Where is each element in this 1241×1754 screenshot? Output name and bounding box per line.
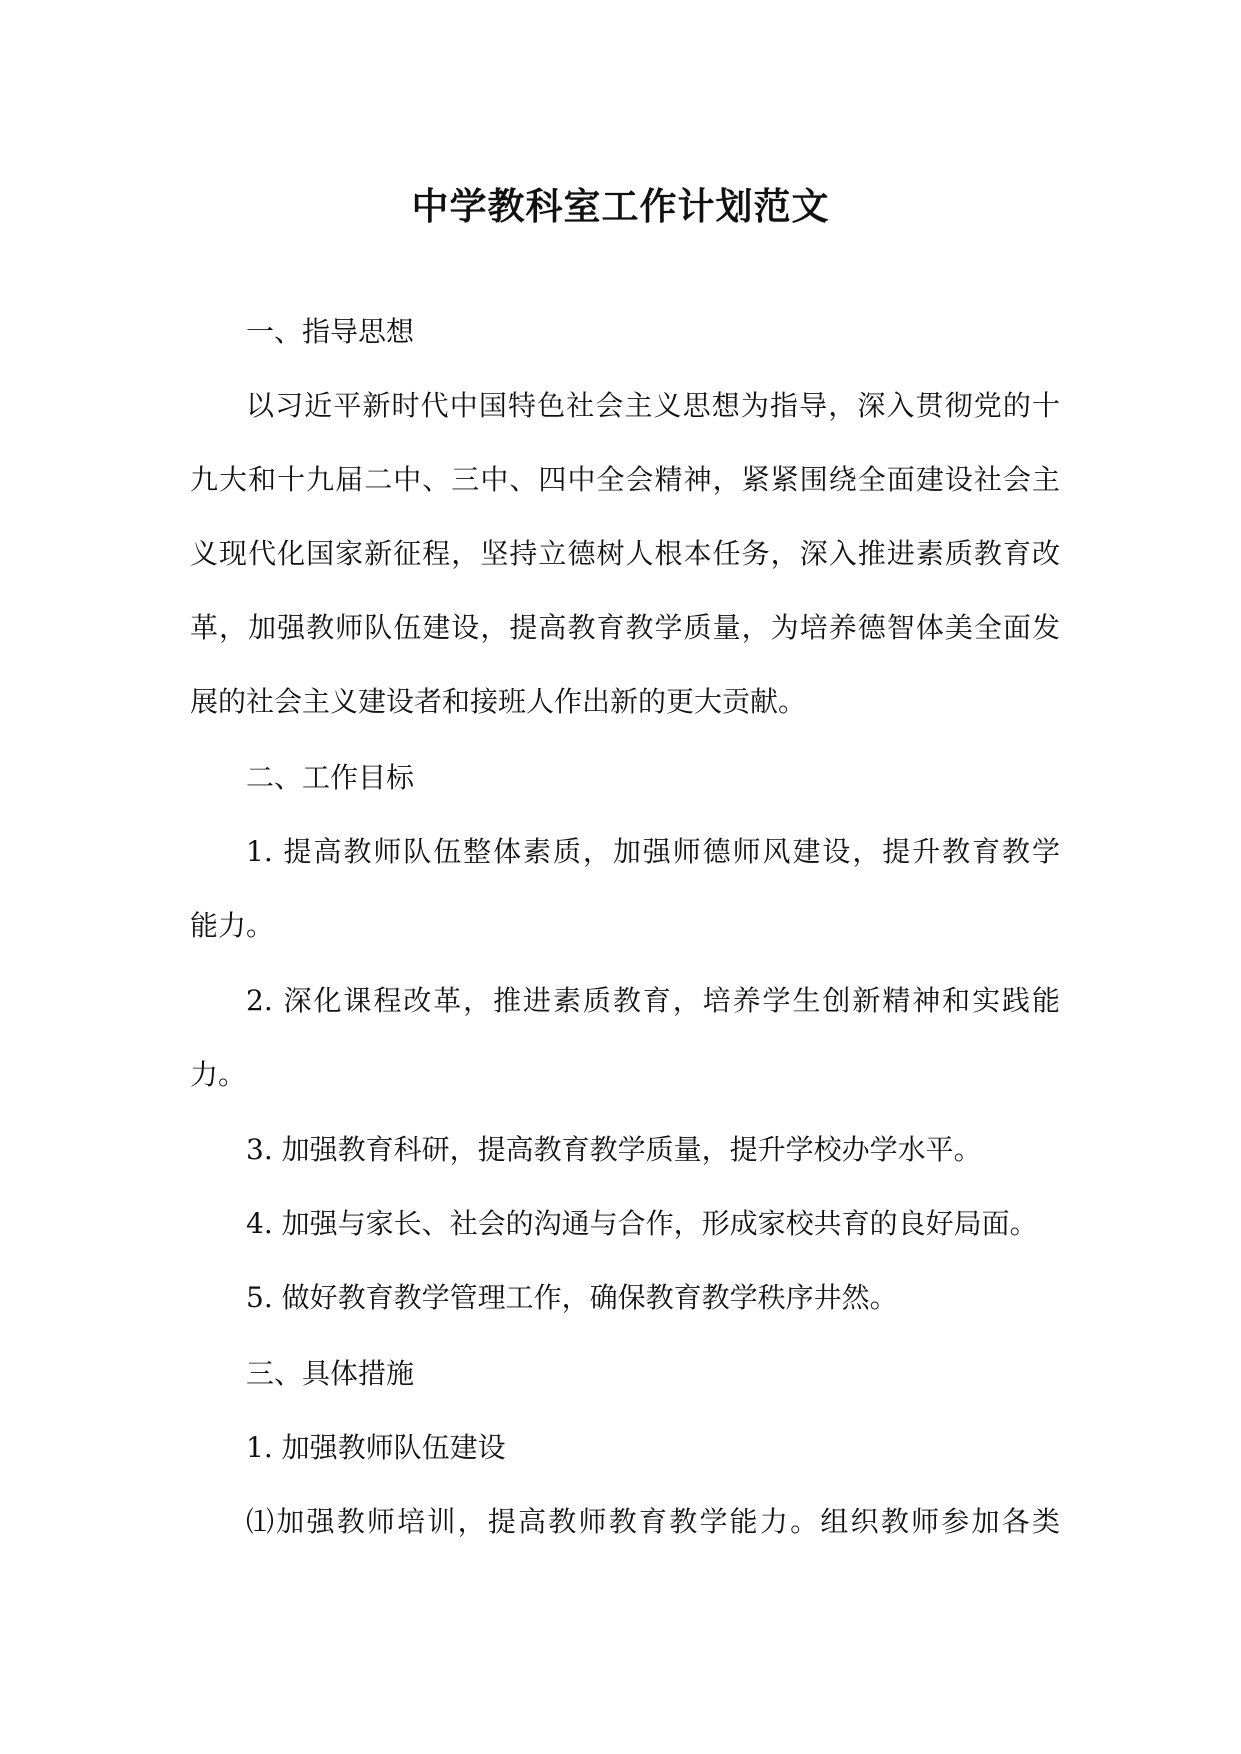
list-item: 3. 加强教育科研，提高教育教学质量，提升学校办学水平。 [246,1133,982,1166]
list-item-continuation: 力。 [190,1058,247,1091]
list-item: 2. 深化课程改革，推进素质教育，培养学生创新精神和实践能 [246,984,1060,1017]
paragraph-line: 以习近平新时代中国特色社会主义思想为指导，深入贯彻党的十 [246,389,1060,422]
section-heading-work-goals: 二、工作目标 [246,761,415,794]
list-item: 1. 提高教师队伍整体素质，加强师德师风建设，提升教育教学 [246,835,1060,868]
section-heading-specific-measures: 三、具体措施 [246,1357,415,1390]
document-title: 中学教科室工作计划范文 [411,184,830,228]
subsection-heading: 1. 加强教师队伍建设 [246,1431,506,1464]
paragraph-line: 九大和十九届二中、三中、四中全会精神，紧紧围绕全面建设社会主 [190,463,1060,496]
paragraph-line: 展的社会主义建设者和接班人作出新的更大贡献。 [190,685,807,718]
paragraph-line: 义现代化国家新征程，坚持立德树人根本任务，深入推进素质教育改 [190,537,1060,570]
section-heading-guiding-ideology: 一、指导思想 [246,315,415,348]
list-item-continuation: 能力。 [190,909,275,942]
list-item: 5. 做好教育教学管理工作，确保教育教学秩序井然。 [246,1281,898,1314]
list-item: 4. 加强与家长、社会的沟通与合作，形成家校共育的良好局面。 [246,1207,1038,1240]
paragraph-line: 革，加强教师队伍建设，提高教育教学质量，为培养德智体美全面发 [190,611,1060,644]
paragraph-line: ⑴加强教师培训，提高教师教育教学能力。组织教师参加各类 [246,1505,1060,1538]
